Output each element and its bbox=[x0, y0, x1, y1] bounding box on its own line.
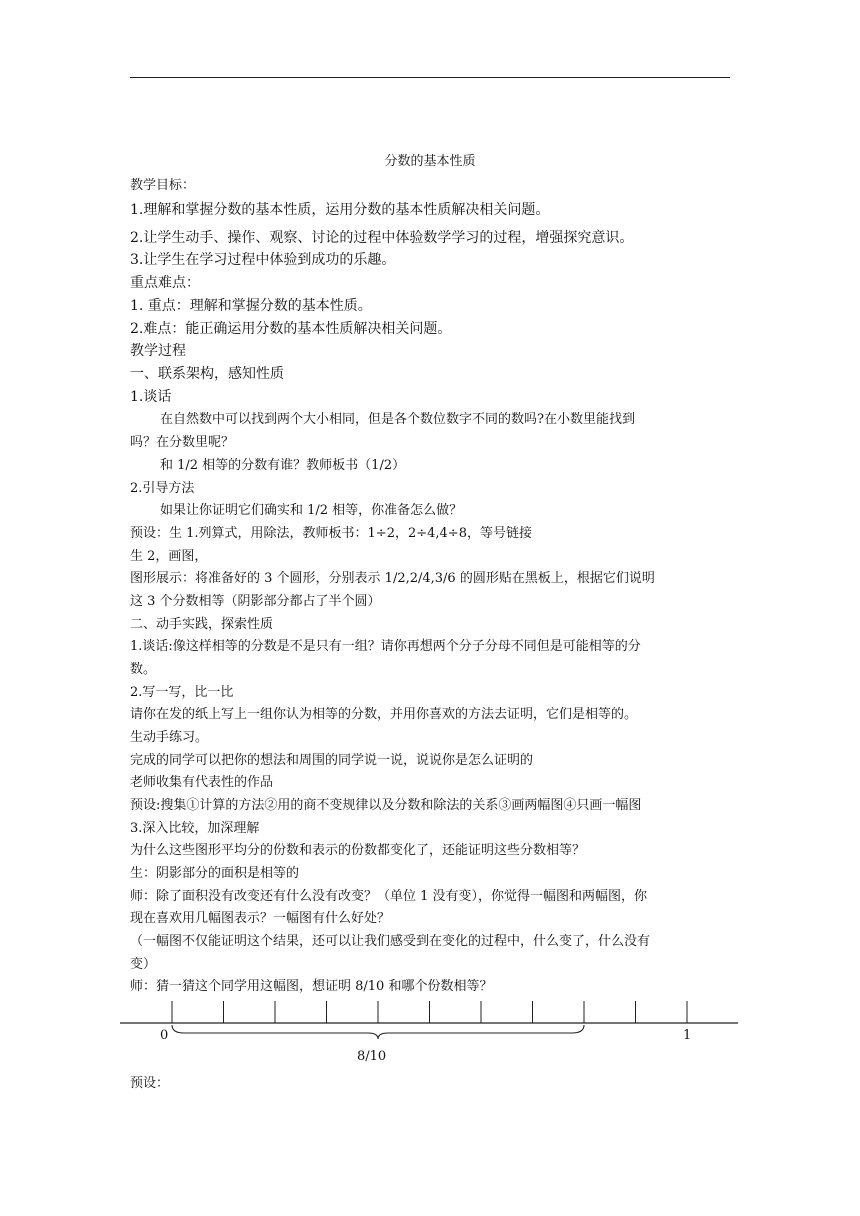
text-line: 1.理解和掌握分数的基本性质，运用分数的基本性质解决相关问题。 bbox=[130, 202, 550, 218]
text-line: 生：阴影部分的面积是相等的 bbox=[130, 866, 300, 881]
text-line: 生动手练习。 bbox=[130, 730, 209, 745]
text-line: 现在喜欢用几幅图表示？一幅图有什么好处？ bbox=[130, 911, 391, 926]
text-line: 3.让学生在学习过程中体验到成功的乐趣。 bbox=[130, 252, 396, 268]
label-one: 1 bbox=[683, 1028, 692, 1043]
text-line: 一、联系架构，感知性质 bbox=[130, 366, 284, 382]
text-line: 教学过程 bbox=[130, 343, 186, 359]
text-line: 在自然数中可以找到两个大小相同，但是各个数位数字不同的数吗?在小数里能找到 bbox=[160, 412, 635, 427]
text-line: 如果让你证明它们确实和 1/2 相等，你准备怎么做？ bbox=[160, 503, 463, 518]
text-line: 吗？在分数里呢？ bbox=[130, 435, 235, 450]
text-line: 完成的同学可以把你的想法和周围的同学说一说，说说你是怎么证明的 bbox=[130, 753, 534, 768]
text-line: 这 3 个分数相等（阴影部分都占了半个圆） bbox=[130, 594, 381, 609]
text-line: 老师收集有代表性的作品 bbox=[130, 775, 274, 790]
text-line: 和 1/2 相等的分数有谁？教师板书（1/2） bbox=[160, 458, 406, 473]
text-line: 二、动手实践，探索性质 bbox=[130, 617, 274, 632]
text-line: 1. 重点：理解和掌握分数的基本性质。 bbox=[130, 298, 372, 314]
text-line: 师：除了面积没有改变还有什么没有改变？（单位 1 没有变），你觉得一幅图和两幅图，你 bbox=[130, 889, 648, 904]
text-line: 为什么这些图形平均分的份数和表示的份数都变化了，还能证明这些分数相等？ bbox=[130, 843, 586, 858]
number-line-svg bbox=[120, 995, 740, 1055]
text-line: （一幅图不仅能证明这个结果，还可以让我们感受到在变化的过程中，什么变了，什么没有 bbox=[130, 934, 651, 949]
text-line: 2.引导方法 bbox=[130, 481, 195, 496]
page-title: 分数的基本性质 bbox=[384, 154, 476, 169]
text-line: 图形展示：将准备好的 3 个圆形，分别表示 1/2,2/4,3/6 的圆形贴在黑板上，根据它们说明 bbox=[130, 571, 655, 586]
label-eight-tenths: 8/10 bbox=[357, 1049, 387, 1064]
text-line: 1.谈话:像这样相等的分数是不是只有一组？请你再想两个分子分母不同但是可能相等的分 bbox=[130, 639, 641, 654]
text-line: 1.谈话 bbox=[130, 389, 172, 405]
text-line: 请你在发的纸上写上一组你认为相等的分数，并用你喜欢的方法去证明，它们是相等的。 bbox=[130, 707, 638, 722]
text-line: 2.难点：能正确运用分数的基本性质解决相关问题。 bbox=[130, 321, 452, 337]
text-line: 教学目标： bbox=[130, 178, 196, 193]
text-line: 2.写一写，比一比 bbox=[130, 685, 234, 700]
brace-8-10 bbox=[172, 1025, 584, 1039]
text-line: 2.让学生动手、操作、观察、讨论的过程中体验数学学习的过程，增强探究意识。 bbox=[130, 230, 634, 246]
label-zero: 0 bbox=[160, 1028, 169, 1043]
text-line: 3.深入比较，加深理解 bbox=[130, 821, 260, 836]
text-line: 师：猜一猜这个同学用这幅图，想证明 8/10 和哪个份数相等？ bbox=[130, 979, 493, 994]
text-line: 预设:搜集①计算的方法②用的商不变规律以及分数和除法的关系③画两幅图④只画一幅图 bbox=[130, 798, 642, 813]
text-line: 预设：生 1.列算式，用除法，教师板书：1÷2，2÷4,4÷8，等号链接 bbox=[130, 526, 532, 541]
text-line: 重点难点： bbox=[130, 275, 200, 291]
number-line-figure bbox=[120, 995, 740, 1064]
text-line: 预设： bbox=[130, 1076, 170, 1091]
text-line: 数。 bbox=[130, 662, 157, 677]
header-rule bbox=[130, 77, 730, 78]
text-line: 变） bbox=[130, 957, 157, 972]
text-line: 生 2，画图， bbox=[130, 549, 208, 564]
